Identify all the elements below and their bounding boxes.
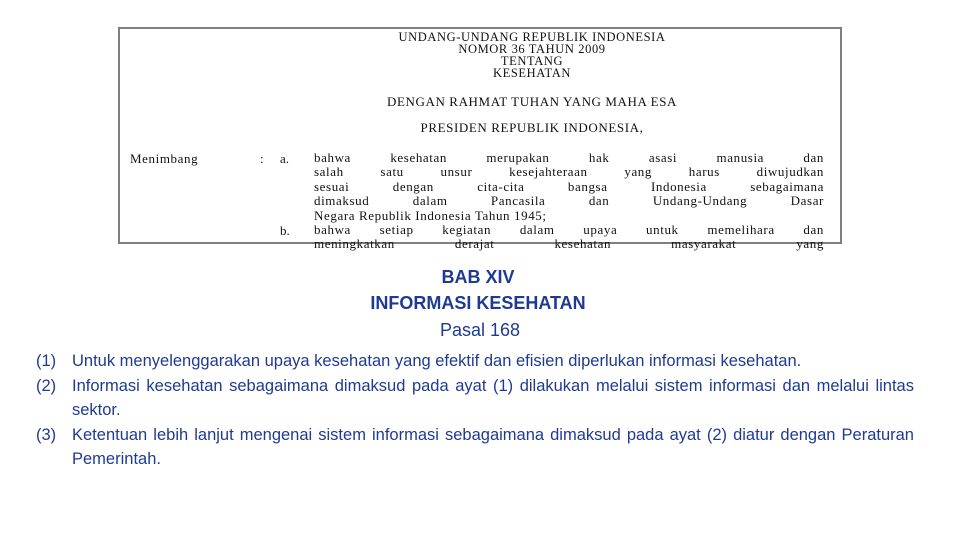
article-clauses [36,349,914,472]
clause-item [36,349,914,374]
scan-header-line: NOMOR 36 TAHUN 2009 [458,42,606,56]
clause-text: Ketentuan lebih lanjut mengenai sistem informasi sebagaimana dimaksud pada ayat (2) diatur dengan Peraturan Pemerintah. [72,425,914,468]
chapter-heading: BAB XIV [441,267,515,287]
scan-text-line: bahwa setiap kegiatan dalam upaya untuk memelihara dan [314,222,824,237]
chapter-title: INFORMASI KESEHATAN [370,293,586,313]
scan-item-a [314,151,824,223]
scan-item-b [314,223,824,252]
scan-marker-b: b. [280,223,290,238]
article-heading: Pasal 168 [439,320,521,340]
clause-number: (2) [36,376,57,395]
clause-number: (3) [36,425,57,444]
clause-text: Informasi kesehatan sebagaimana dimaksud pada ayat (1) dilakukan melalui sistem informasi dan melalui lintas sektor. [72,376,914,419]
clause-item [36,423,914,472]
scan-grace-line: DENGAN RAHMAT TUHAN YANG MAHA ESA [386,94,678,109]
scan-president-line: PRESIDEN REPUBLIK INDONESIA, [420,120,644,135]
scan-header-line: UNDANG-UNDANG REPUBLIK INDONESIA [398,30,666,44]
scan-text-line: sesuai dengan cita-cita bangsa Indonesia sebagaimana [314,178,824,194]
scan-considering-label: Menimbang [130,151,199,166]
scan-text-line: Negara Republik Indonesia Tahun 1945; [314,207,547,223]
scan-colon: : [260,151,264,166]
scan-header-line: KESEHATAN [492,66,571,80]
clause-item [36,374,914,423]
clause-number: (1) [36,352,57,370]
scan-text-line: dimaksud dalam Pancasila dan Undang-Undang Dasar [314,193,824,209]
scan-marker-a: a. [280,151,290,166]
scan-text-line: salah satu unsur kesejahteraan yang harus diwujudkan [314,164,824,180]
scanned-law-excerpt [118,27,842,252]
clause-text: Untuk menyelenggarakan upaya kesehatan yang efektif dan efisien diperlukan informasi kesehatan. [72,352,802,370]
scan-header-line: TENTANG [500,54,564,68]
scan-text-line: meningkatkan derajat kesehatan masyarakat yang [314,236,824,252]
scan-text-line: bahwa kesehatan merupakan hak asasi manusia dan [314,150,824,165]
